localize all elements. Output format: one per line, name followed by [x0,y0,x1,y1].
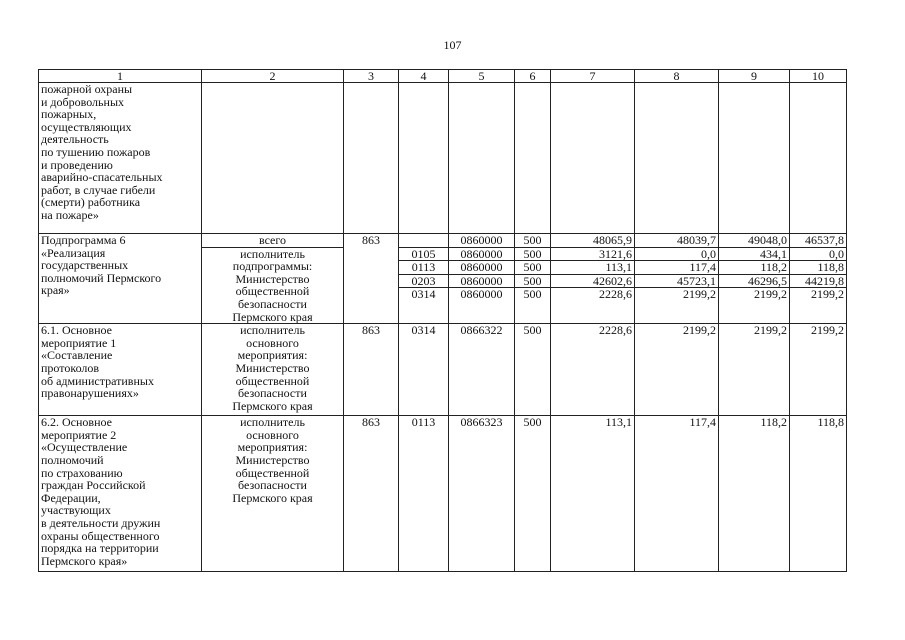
header-cell: 3 [344,70,399,83]
header-cell: 5 [449,70,515,83]
cell-amount: 2228,6 [551,324,635,416]
table-row [39,416,847,572]
continuation-text: пожарной охраны и добровольных пожарных, осуществляющих деятельность по тушению пожаров и проведению аварийно-спасательных работ, в случае гибели (смерти) работника на пожаре» [39,83,202,234]
cell-section: 0314 [399,324,449,416]
budget-table [38,69,847,572]
cell-amount: 117,4 [635,416,719,572]
cell-target: 0860000 0860000 0860000 0860000 0860000 [449,234,515,324]
cell-amount: 2199,2 [719,324,790,416]
cell-type: 500 [515,324,551,416]
cell-amount: 118,8 [790,416,847,572]
cell-type: 500 500 500 500 500 [515,234,551,324]
header-cell: 2 [202,70,344,83]
header-cell: 1 [39,70,202,83]
activity-title: 6.2. Основное мероприятие 2 «Осуществление полномочий по страхованию граждан Российской Федерации, участвующих в деятельности дружин охраны общественного порядка на территории Пермского края» [39,416,202,572]
header-cell: 7 [551,70,635,83]
cell-type: 500 [515,416,551,572]
cell-section: 0105 0113 0203 0314 [399,234,449,324]
cell-target: 0866322 [449,324,515,416]
cell-amount: 113,1 [551,416,635,572]
cell-amount: 49048,0 434,1 118,2 46296,5 2199,2 [719,234,790,324]
header-row [39,70,847,83]
header-cell: 9 [719,70,790,83]
header-cell: 4 [399,70,449,83]
header-cell: 8 [635,70,719,83]
cell-amount: 46537,8 0,0 118,8 44219,8 2199,2 [790,234,847,324]
cell-amount: 118,2 [719,416,790,572]
subprogram-title: Подпрограмма 6 «Реализация государственных полномочий Пермского края» [39,234,202,324]
cell-code: 863 [344,234,399,324]
header-cell: 6 [515,70,551,83]
cell-amount: 48065,9 3121,6 113,1 42602,6 2228,6 [551,234,635,324]
executor-text: исполнитель подпрограммы: Министерство общественной безопасности Пермского края [232,246,313,324]
table-row [39,83,847,234]
cell-code: 863 [344,324,399,416]
executor-text: исполнитель основного мероприятия: Министерство общественной безопасности Пермского края [202,324,344,416]
cell-amount: 2199,2 [635,324,719,416]
cell-code: 863 [344,416,399,572]
header-cell: 10 [790,70,847,83]
activity-title: 6.1. Основное мероприятие 1 «Составление протоколов об административных правонарушениях» [39,324,202,416]
executor-text: исполнитель основного мероприятия: Министерство общественной безопасности Пермского края [202,416,344,572]
total-label: всего [202,234,343,248]
cell-amount: 48039,7 0,0 117,4 45723,1 2199,2 [635,234,719,324]
cell-target: 0866323 [449,416,515,572]
table-row [39,234,847,324]
cell-section: 0113 [399,416,449,572]
subprogram-executor [202,234,344,324]
cell-amount: 2199,2 [790,324,847,416]
table-row [39,324,847,416]
page-number: 107 [443,38,462,52]
